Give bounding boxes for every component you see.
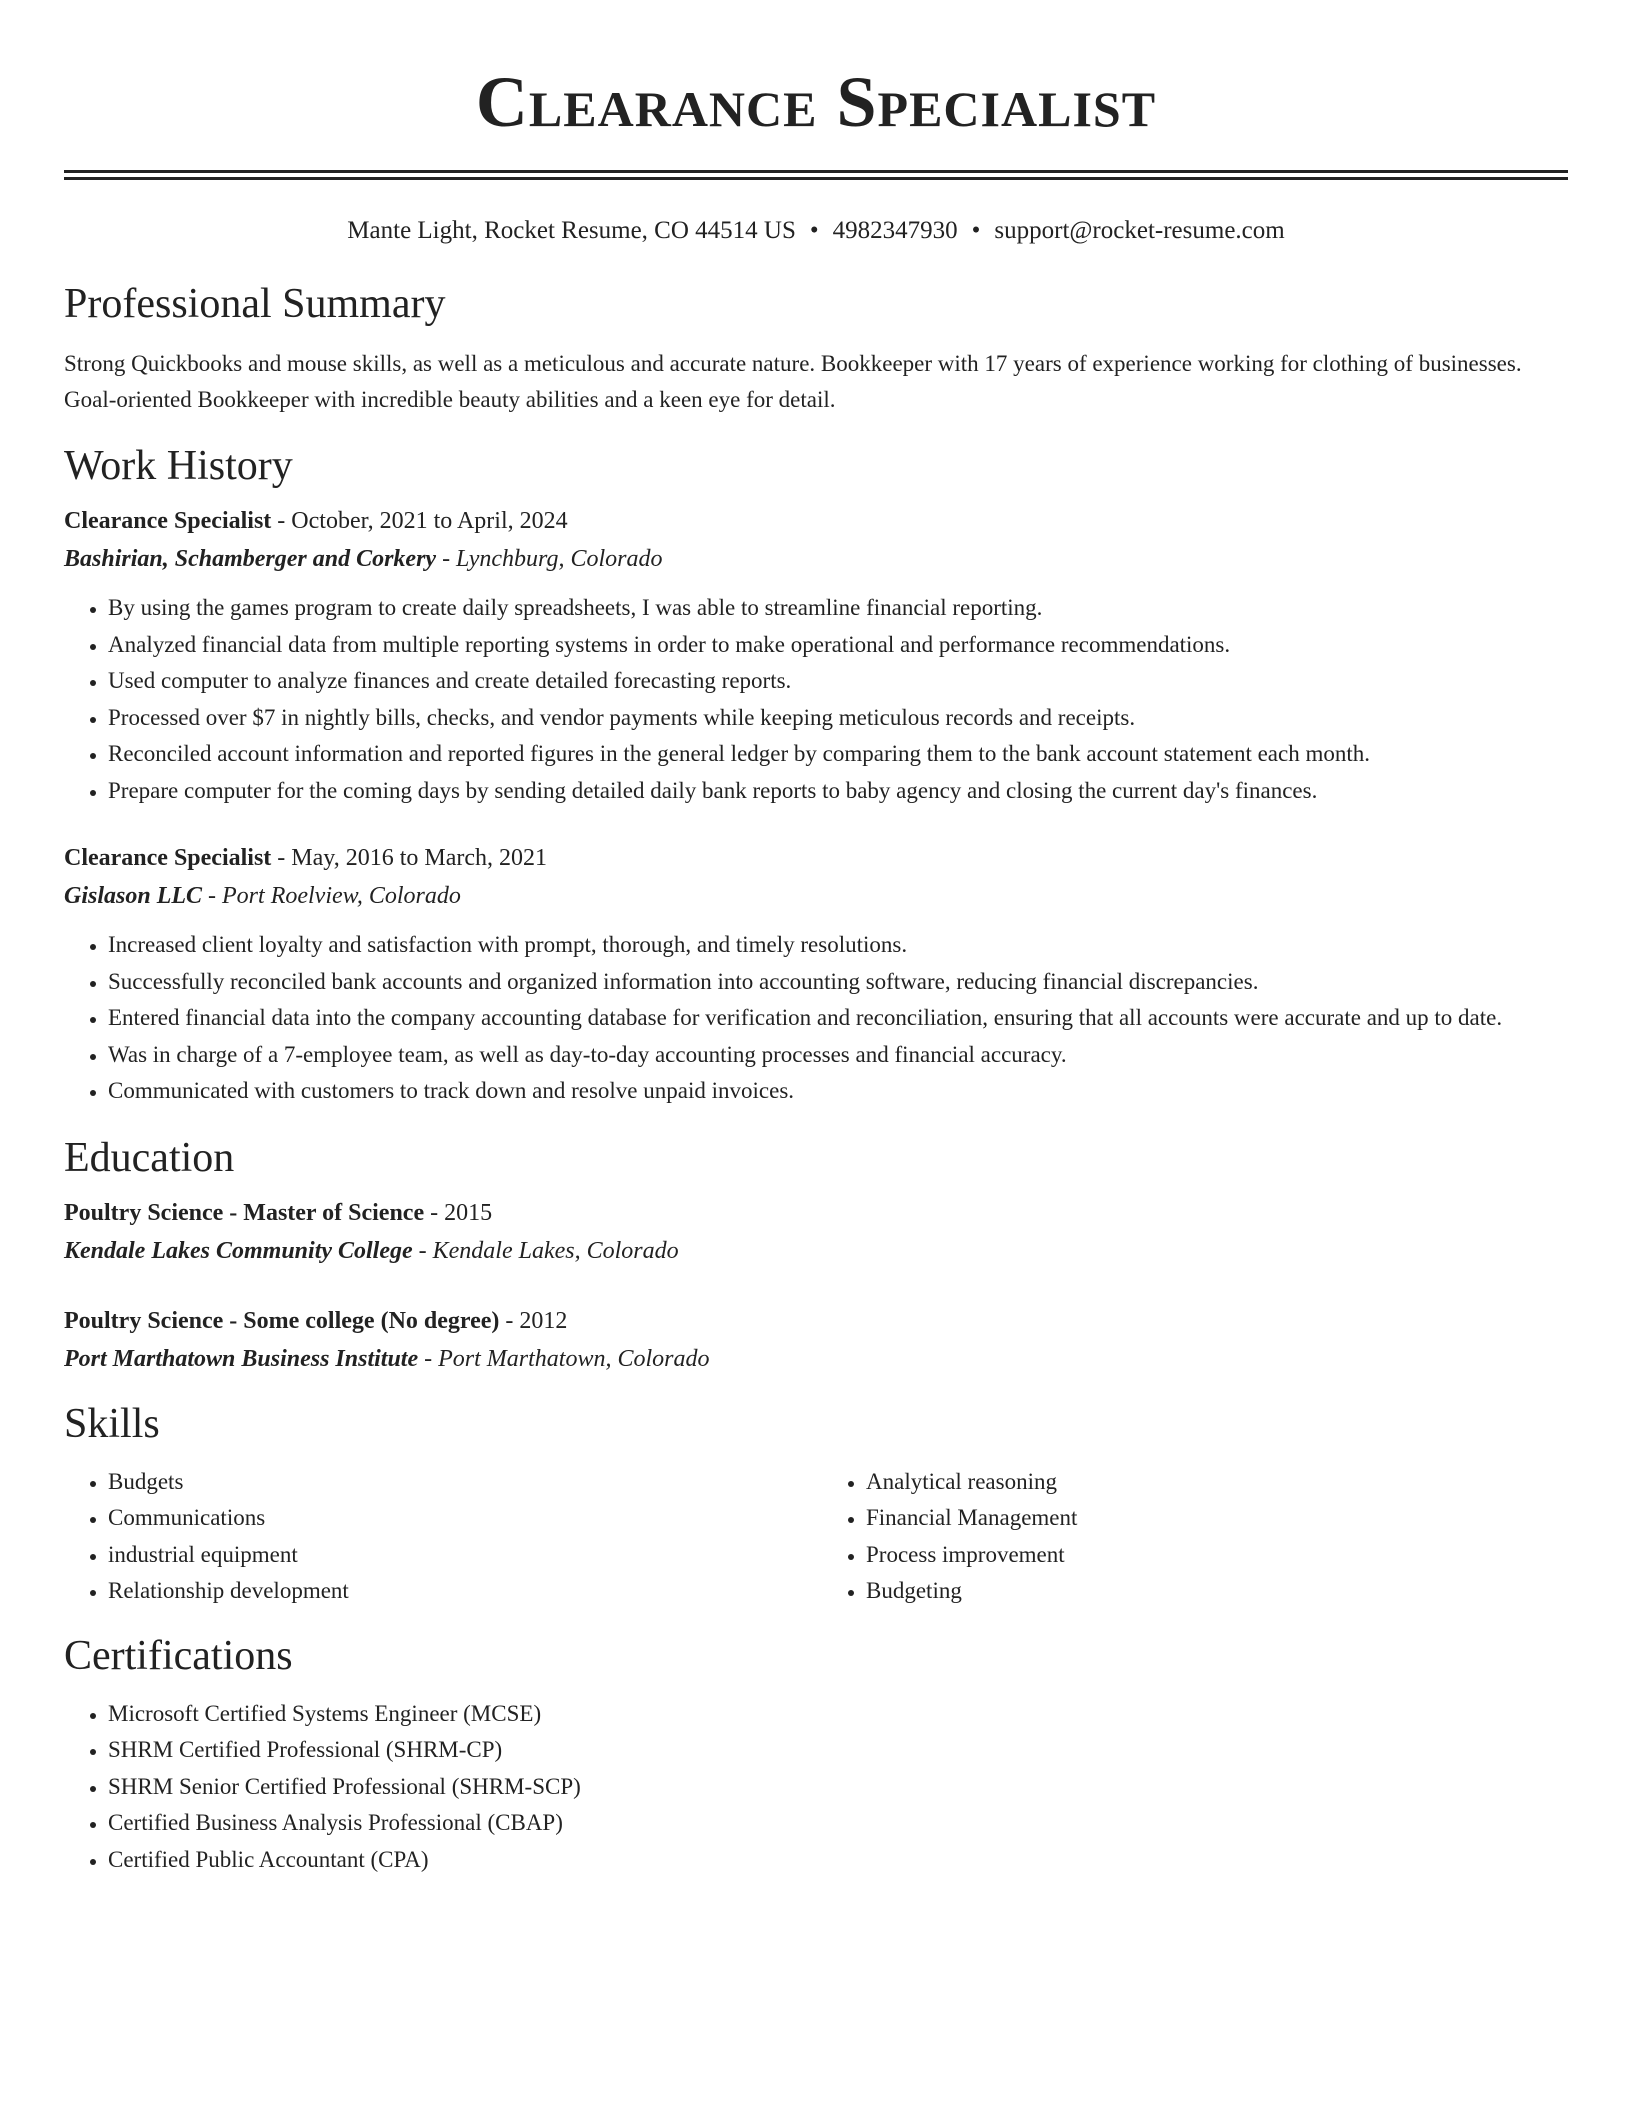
list-item: • Successfully reconciled bank accounts and organized information into accounting software, reducing financial discrepancies. (108, 964, 1568, 1001)
list-item: • Processed over $7 in nightly bills, checks, and vendor payments while keeping meticulous records and receipts. (108, 700, 1568, 737)
graduation-year: - 2015 (424, 1199, 493, 1226)
skills-list-right (816, 1464, 1568, 1610)
education-entry (64, 1194, 1568, 1270)
list-item: • Certified Business Analysis Professional (CBAP) (108, 1805, 1568, 1842)
summary-text: Strong Quickbooks and mouse skills, as well as a meticulous and accurate nature. Bookkeeper with 17 years of experience working for clothing of businesses. Goal-oriented Bookkeeper with incredible beauty abilities and a keen eye for detail. (64, 351, 1522, 412)
degree-line (64, 1302, 1568, 1340)
contact-address: Mante Light, Rocket Resume, CO 44514 US (347, 217, 796, 244)
job-entry (64, 502, 1568, 809)
list-item: • Microsoft Certified Systems Engineer (MCSE) (108, 1696, 1568, 1733)
list-item: • Prepare computer for the coming days by sending detailed daily bank reports to baby agency and closing the current day's finances. (108, 773, 1568, 810)
work-history-heading: Work History (64, 443, 293, 489)
job-title: Clearance Specialist (64, 845, 272, 871)
list-item: • Was in charge of a 7-employee team, as well as day-to-day accounting processes and financial accuracy. (108, 1037, 1568, 1074)
contact-line (64, 214, 1568, 248)
job-bullets (64, 927, 1568, 1110)
school-location: - Port Marthatown, Colorado (418, 1345, 710, 1372)
job-header (64, 502, 1568, 540)
job-entry (64, 839, 1568, 1110)
degree-name: Poultry Science - Master of Science (64, 1199, 425, 1226)
company-name: Gislason LLC (64, 883, 203, 909)
certifications-heading: Certifications (64, 1632, 293, 1679)
job-location: - Port Roelview, Colorado (202, 883, 461, 909)
job-title: Clearance Specialist (64, 508, 272, 534)
school-line (64, 1232, 1568, 1270)
graduation-year: - 2012 (499, 1307, 568, 1334)
contact-phone: 4982347930 (832, 217, 958, 244)
list-item: • SHRM Senior Certified Professional (SHRM-SCP) (108, 1769, 1568, 1806)
list-item: • By using the games program to create daily spreadsheets, I was able to streamline financial reporting. (108, 590, 1568, 627)
list-item: • Entered financial data into the company accounting database for verification and reconciliation, ensuring that all accounts were accurate and up to date. (108, 1000, 1568, 1037)
contact-separator: • (971, 217, 981, 244)
list-item: • industrial equipment (108, 1537, 816, 1574)
job-dates: - October, 2021 to April, 2024 (271, 508, 568, 534)
company-name: Bashirian, Schamberger and Corkery (64, 546, 437, 572)
job-location: - Lynchburg, Colorado (436, 546, 663, 572)
education-entry (64, 1302, 1568, 1378)
list-item: • Process improvement (866, 1537, 1568, 1574)
contact-email: support@rocket-resume.com (994, 217, 1285, 244)
list-item: • Budgets (108, 1464, 816, 1501)
list-item: • SHRM Certified Professional (SHRM-CP) (108, 1732, 1568, 1769)
list-item: • Analyzed financial data from multiple reporting systems in order to make operational and performance recommendations. (108, 627, 1568, 664)
list-item: • Budgeting (866, 1573, 1568, 1610)
title-double-rule (64, 170, 1568, 180)
education-heading: Education (64, 1134, 235, 1181)
job-header (64, 839, 1568, 877)
degree-line (64, 1194, 1568, 1232)
list-item: • Financial Management (866, 1500, 1568, 1537)
list-item: • Relationship development (108, 1573, 816, 1610)
job-employer (64, 540, 1568, 578)
list-item: • Communicated with customers to track down and resolve unpaid invoices. (108, 1073, 1568, 1110)
school-name: Kendale Lakes Community College (64, 1237, 413, 1264)
resume-title: Clearance Specialist (475, 62, 1157, 142)
list-item: • Communications (108, 1500, 816, 1537)
certifications-list (64, 1696, 1568, 1879)
degree-name: Poultry Science - Some college (No degree) (64, 1307, 500, 1334)
school-name: Port Marthatown Business Institute (64, 1345, 419, 1372)
skills-list-left (64, 1464, 816, 1610)
list-item: • Increased client loyalty and satisfaction with prompt, thorough, and timely resolutions. (108, 927, 1568, 964)
list-item: • Analytical reasoning (866, 1464, 1568, 1501)
list-item: • Certified Public Accountant (CPA) (108, 1842, 1568, 1879)
job-bullets (64, 590, 1568, 809)
list-item: • Reconciled account information and reported figures in the general ledger by comparing them to the bank account statement each month. (108, 736, 1568, 773)
skills-heading: Skills (64, 1400, 160, 1447)
summary-heading: Professional Summary (64, 281, 446, 327)
contact-separator: • (809, 217, 819, 244)
school-line (64, 1340, 1568, 1378)
job-employer (64, 877, 1568, 915)
skills-columns (64, 1464, 1568, 1610)
job-dates: - May, 2016 to March, 2021 (271, 845, 548, 871)
list-item: • Used computer to analyze finances and create detailed forecasting reports. (108, 663, 1568, 700)
school-location: - Kendale Lakes, Colorado (412, 1237, 679, 1264)
